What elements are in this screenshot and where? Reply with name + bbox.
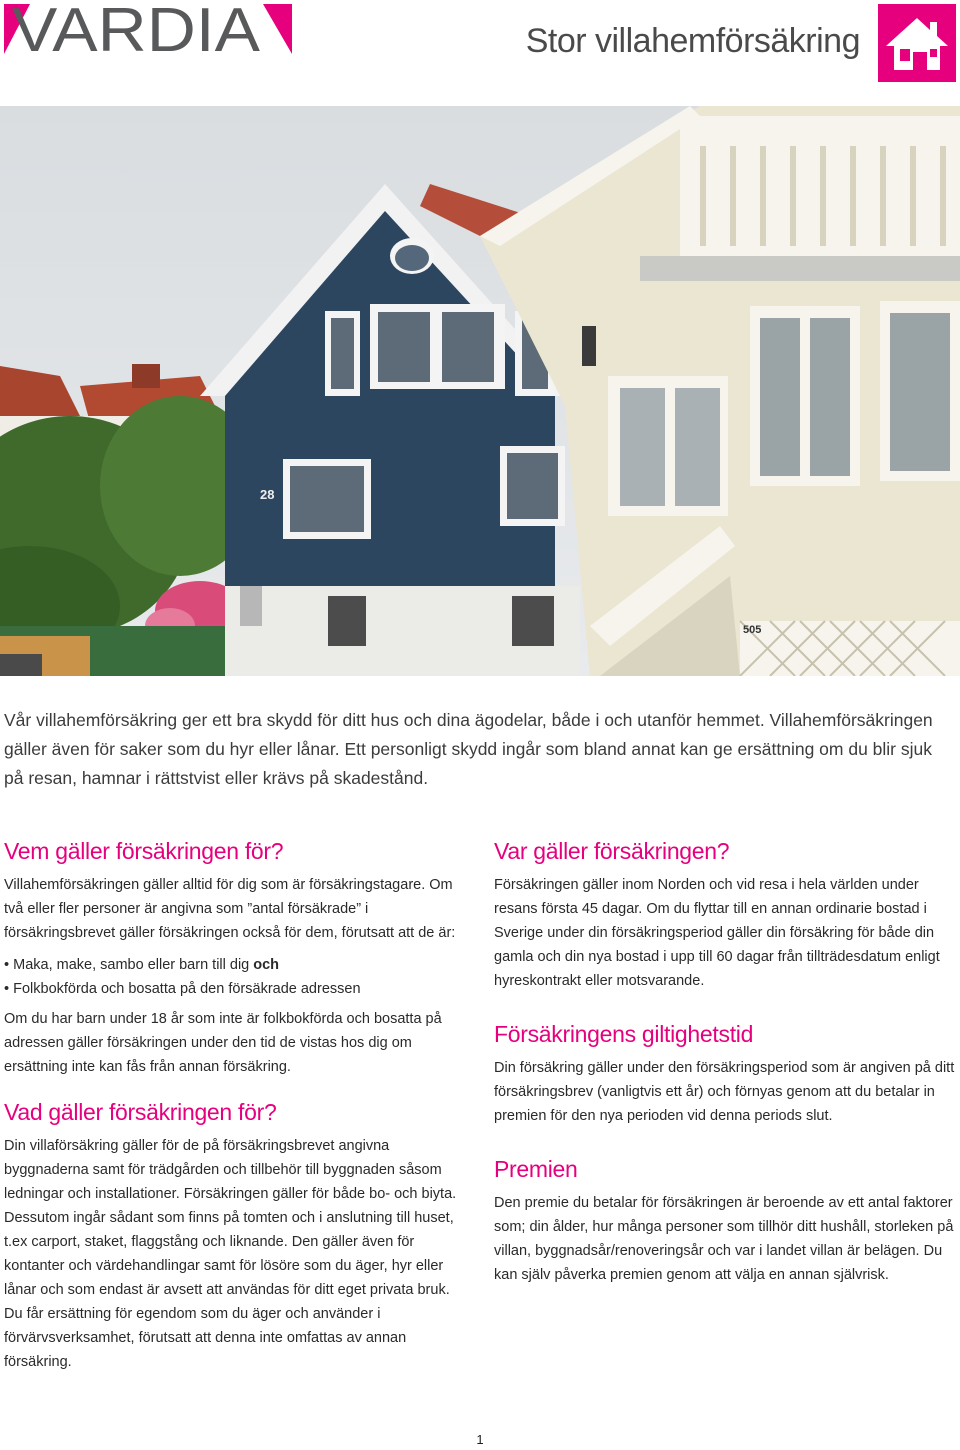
section-who (4, 838, 472, 1079)
premium-paragraph: Den premie du betalar för försäkringen är beroende av ett antal faktorer som; din ålder, hur många personer som tillhör ditt hushåll, storleken på villan, byggnadsår/renoveringsår och var i landet villan är belägen. Du kan själv påverka premien genom att välja en annan självrisk. (494, 1195, 954, 1283)
section-what (4, 1099, 472, 1374)
who-paragraph-2: Om du har barn under 18 år som inte är folkbokförda och bosatta på adressen gäller försäkringen under den tid de vistas hos dig om ersättning inte kan fås från annan försäkring. (4, 1011, 442, 1075)
house-number-505: 505 (743, 624, 762, 636)
bullet-2-text: Folkbokförda och bosatta på den försäkrade adressen (13, 981, 361, 997)
who-paragraph-1: Villahemförsäkringen gäller alltid för dig som är försäkringstagare. Om två eller fler personer är angivna som ”antal försäkrade” i försäkringsbrevet gäller försäkringen också för dem, förutsatt att de är: (4, 877, 456, 941)
section-validity (494, 1021, 958, 1128)
validity-paragraph: Din försäkring gäller under den försäkringsperiod som är angiven på ditt försäkringsbrev (vanligtvis ett år) och förnyas genom att du betalar in premien för den nya perioden vid denna periods slut. (494, 1060, 955, 1124)
houses-photo (0, 106, 960, 676)
bullet-1-text: Maka, make, sambo eller barn till dig (13, 957, 254, 973)
left-column (4, 838, 472, 1394)
where-paragraph: Försäkringen gäller inom Norden och vid resa i hela världen under resans första 45 dagar. Om du flyttar till en annan ordinarie bostad i Sverige under din försäkringsperiod gäller din försäkring för både din gamla och din nya bostad i upp till 60 dagar från tillträdesdatum enligt hyreskontrakt eller motsvarande. (494, 877, 940, 989)
list-item: • Folkbokförda och bosatta på den försäkrade adressen (4, 981, 361, 997)
logo-right-mark (263, 4, 292, 54)
bullet-1-bold: och (253, 957, 280, 973)
heading-where: Var gäller försäkringen? (494, 838, 730, 864)
heading-who: Vem gäller försäkringen för? (4, 838, 284, 864)
house-number-28: 28 (260, 487, 275, 502)
section-premium (494, 1156, 958, 1287)
who-list (4, 953, 472, 1001)
document-title: Stor villahemförsäkring (525, 22, 860, 60)
heading-premium: Premien (494, 1156, 578, 1182)
section-where (494, 838, 958, 993)
heading-what: Vad gäller försäkringen för? (4, 1099, 277, 1125)
right-column (494, 838, 958, 1315)
vardia-logo (4, 4, 292, 54)
house-icon (878, 4, 956, 82)
page-number: 1 (476, 1432, 484, 1447)
logo-wordmark: VARDIA (12, 4, 261, 54)
what-paragraph: Din villaförsäkring gäller för de på försäkringsbrevet angivna byggnaderna samt för trädgården och tillbehör till byggnaden såsom ledningar och installationer. Försäkringen gäller för både bo- och biyta. Dessutom ingår sådant som finns på tomten och i anslutning till huset, t.ex carport, staket, flaggstång och liknande. Den gäller även för kontanter och värdehandlingar samt för lösöre som du äger, hyr eller lånar och som endast är avsett att användas för ditt eget privata bruk. Du får ersättning för egendom som du äger och använder i förvärvsverksamhet, förutsatt att denna inte omfattas av annan försäkring. (4, 1138, 457, 1370)
intro-paragraph: Vår villahemförsäkring ger ett bra skydd för ditt hus och dina ägodelar, både i och utanför hemmet. Villahemförsäkringen gäller även för saker som du hyr eller lånar. Ett personligt skydd ingår som bland annat kan ge ersättning om du blir sjuk på resan, hamnar i rättstvist eller krävs på skadestånd. (4, 710, 933, 788)
house-badge (878, 4, 956, 82)
list-item: • Maka, make, sambo eller barn till dig och (4, 957, 280, 973)
heading-validity: Försäkringens giltighetstid (494, 1021, 754, 1047)
